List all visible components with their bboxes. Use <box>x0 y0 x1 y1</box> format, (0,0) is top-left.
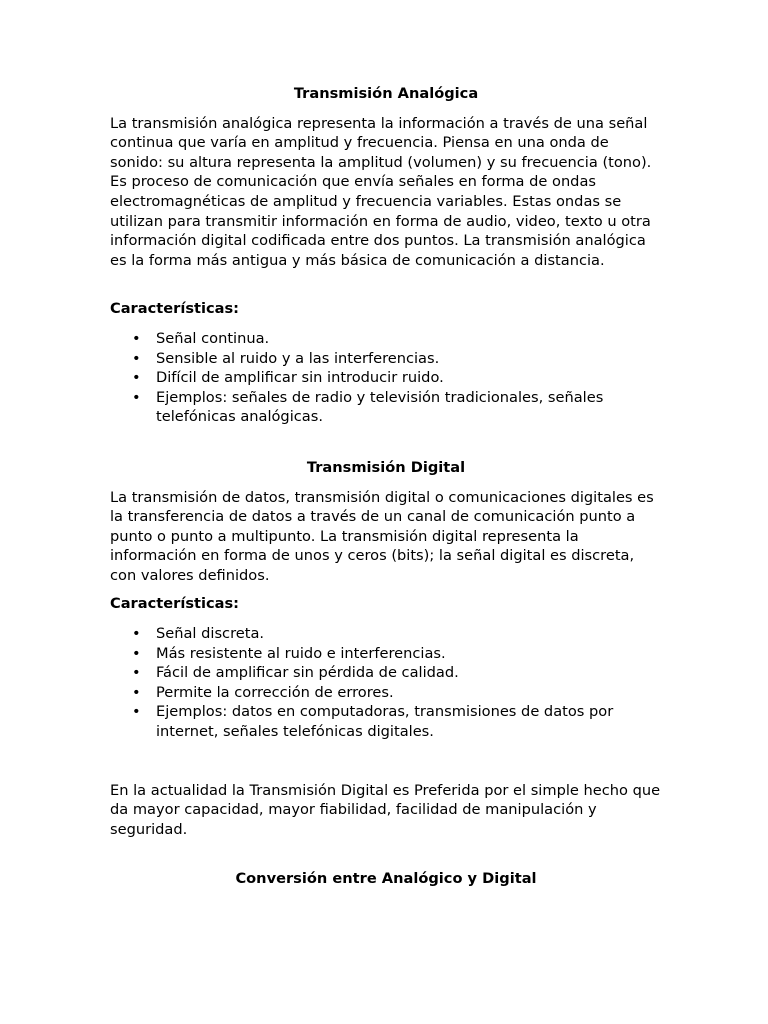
conclusion-paragraph: En la actualidad la Transmisión Digital es Preferida por el simple hecho que da mayor capacidad, mayor fiabilidad, facilidad de manipulación y seguridad. <box>110 781 661 838</box>
document-content <box>110 84 662 889</box>
list-item: • Señal continua. <box>156 329 662 349</box>
analog-characteristics-list <box>110 329 662 427</box>
digital-paragraph: La transmisión de datos, transmisión digital o comunicaciones digitales es la transferencia de datos a través de un canal de comunicación punto a punto o punto a multipunto. La transmisión digital representa la información en forma de unos y ceros (bits); la señal digital es discreta, con valores definidos. <box>110 488 654 584</box>
digital-characteristics-list <box>110 624 662 742</box>
list-item: • Fácil de amplificar sin pérdida de calidad. <box>156 663 662 683</box>
analog-paragraph: La transmisión analógica representa la información a través de una señal continua que varía en amplitud y frecuencia. Piensa en una onda de sonido: su altura representa la amplitud (volumen) y su frecuencia (tono). Es proceso de comunicación que envía señales en forma de ondas electromagnéticas de amplitud y frecuencia variables. Estas ondas se utilizan para transmitir información en forma de audio, video, texto u otra información digital codificada entre dos puntos. La transmisión analógica es la forma más antigua y más básica de comunicación a distancia. <box>110 114 652 269</box>
section-title-conversion: Conversión entre Analógico y Digital <box>235 870 537 888</box>
list-item: • Ejemplos: señales de radio y televisión tradicionales, señales telefónicas analógicas. <box>156 388 662 427</box>
analog-characteristics-heading: Características: <box>110 300 240 318</box>
digital-characteristics-heading: Características: <box>110 595 240 613</box>
list-item: • Señal discreta. <box>156 624 662 644</box>
list-item: • Permite la corrección de errores. <box>156 683 662 703</box>
list-item: • Sensible al ruido y a las interferencias. <box>156 349 662 369</box>
section-title-analog: Transmisión Analógica <box>293 85 479 102</box>
list-item: • Más resistente al ruido e interferencias. <box>156 644 662 664</box>
list-item: • Difícil de amplificar sin introducir ruido. <box>156 368 662 388</box>
list-item: • Ejemplos: datos en computadoras, transmisiones de datos por internet, señales telefónicas digitales. <box>156 702 662 741</box>
section-title-digital: Transmisión Digital <box>306 458 466 476</box>
